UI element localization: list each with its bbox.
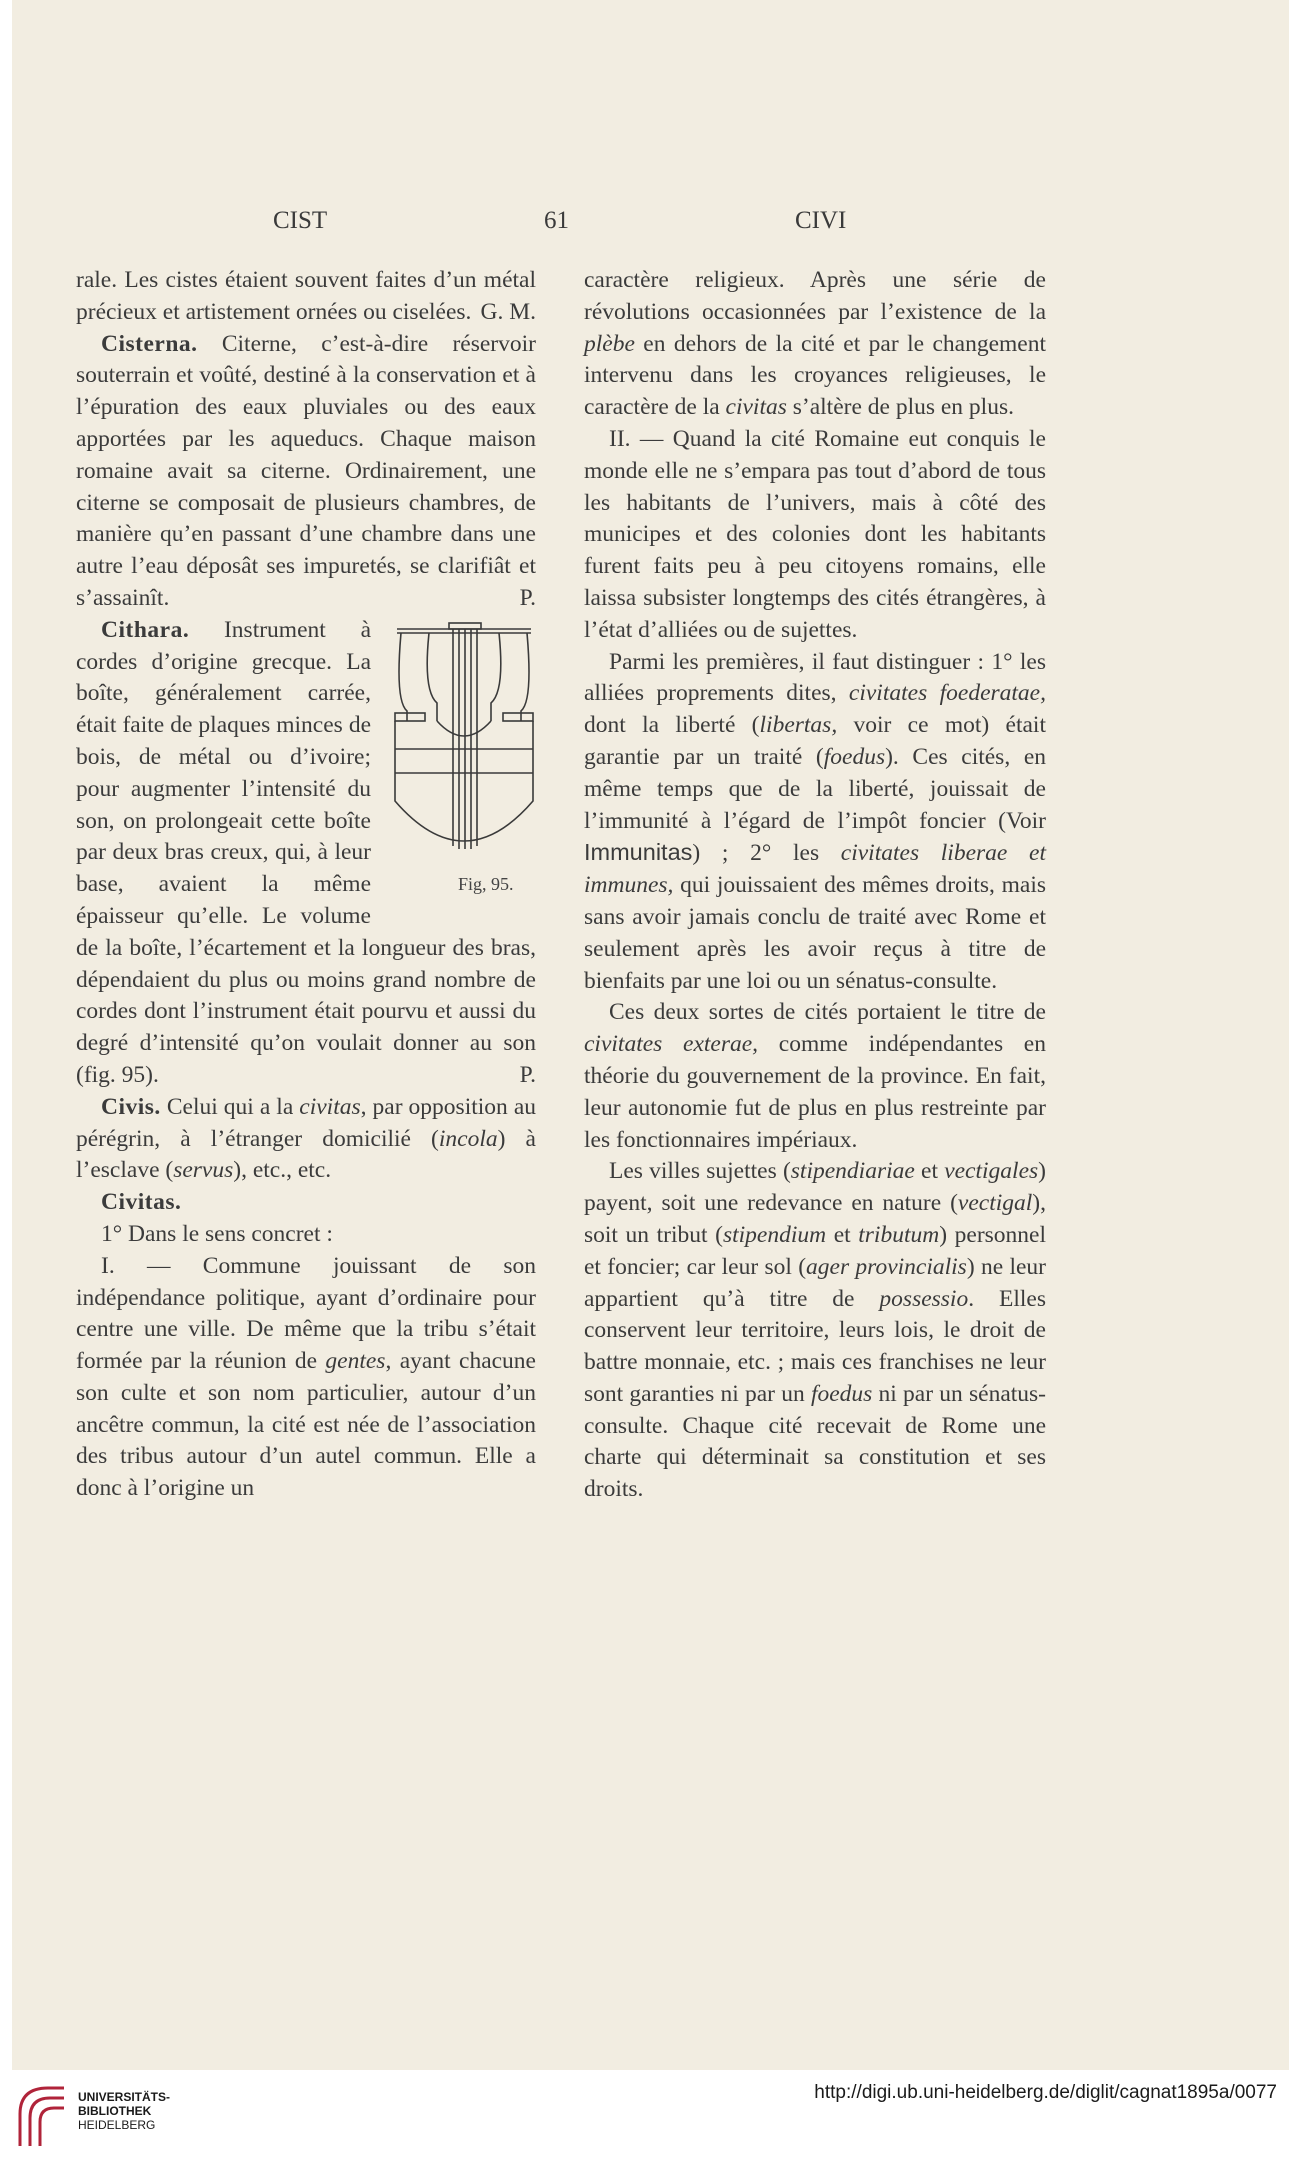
paragraph: caractère religieux. Après une série de révolutions occasionnées par l’existence de la plèbe en dehors de la cité et par le changement intervenu dans les croyances religieuses, le caractère de la civitas s’altère de plus en plus.: [584, 267, 1046, 421]
entry-cisterna: Cisterna. Citerne, c’est-à-dire réservoir souterrain et voûté, destiné à la conservation et à l’épuration des eaux pluviales ou des eaux apportées par les aqueducs. Chaque maison romaine avait sa citerne. Ordinairement, une citerne se composait de plusieurs chambres, de manière qu’en passant d’une chambre dans une autre l’eau déposât ses impuretés, se clarifiât et s’assainît. P.: [76, 329, 536, 615]
entry-term: Civitas.: [101, 1189, 182, 1216]
paragraph: Les villes sujettes (stipendiariae et vectigales) payent, soit une redevance en nature (vectigal), soit un tribut (stipendium et tributum) personnel et foncier; car leur sol (ager provincialis) ne leur appartient qu’à titre de possessio. Elles conservent leur territoire, leurs lois, le droit de battre monnaie, etc. ; mais ces franchises ne leur sont garanties ni par un foedus ni par un sénatus-consulte. Chaque cité recevait de Rome une charte qui déterminait sa constitution et ses droits.: [584, 1158, 1047, 1503]
figure-caption: Fig, 95.: [458, 873, 514, 894]
entry-term: Cisterna.: [101, 330, 198, 357]
paragraph: Parmi les premières, il faut distinguer : 1° les alliées proprements dites, civitates foederatae, dont la liberté (libertas, voir ce mot) était garantie par un traité (foedus). Ces cités, en même temps que de la liberté, jouissait de l’immunité à l’égard de l’impôt foncier (Voir Immunitas) ; 2° les civitates liberae et immunes, qui jouissaient des mêmes droits, mais sans avoir jamais conclu de traité avec Rome et seulement après les avoir reçus à titre de bienfaits par une loi ou un sénatus-consulte.: [584, 648, 1046, 994]
paragraph: I. — Commune jouissant de son indépendance politique, ayant d’ordinaire pour centre une ville. De même que la tribu s’était formée par la réunion de gentes, ayant chacune son culte et son nom particulier, autour d’un ancêtre commun, la cité est née de l’association des tribus autour d’un autel commun. Elle a donc à l’origine un: [76, 1252, 536, 1502]
right-column: [584, 265, 1046, 1506]
header-left: CIST: [273, 207, 328, 234]
paragraph: II. — Quand la cité Romaine eut conquis le monde elle ne s’empara pas tout d’abord de tous les habitants de l’univers, mais à côté des municipes et des colonies dont les habitants furent faits peu à peu citoyens romains, elle laissa subsister longtemps des cités étrangères, à l’état d’alliées ou de sujettes.: [584, 425, 1046, 643]
permalink-url[interactable]: http://digi.ub.uni-heidelberg.de/diglit/cagnat1895a/0077: [814, 2082, 1277, 2103]
figure-cithara: [389, 621, 539, 921]
library-logo-icon: [14, 2080, 70, 2152]
signature: G. M.: [480, 298, 536, 325]
left-column: [76, 265, 536, 1505]
entry-civis: Civis. Celui qui a la civitas, par opposition au pérégrin, à l’étranger domicilié (incola) à l’esclave (servus), etc., etc.: [76, 1093, 536, 1184]
running-header: [0, 207, 1289, 237]
entry-term: Cithara.: [101, 616, 190, 643]
paragraph: 1° Dans le sens concret :: [101, 1220, 333, 1247]
page-number: 61: [544, 207, 569, 234]
entry-term: Civis.: [101, 1093, 161, 1120]
paragraph: Ces deux sortes de cités portaient le titre de civitates exterae, comme indépendantes en théorie du gouvernement de la province. En fait, leur autonomie fut de plus en plus restreinte par les fonctionnaires impériaux.: [584, 999, 1046, 1153]
paragraph: rale. Les cistes étaient souvent faites d’un métal précieux et artistement ornées ou ciselées. G. M.: [76, 265, 536, 329]
entry-civitas: [76, 1187, 536, 1219]
signature: P.: [519, 1061, 536, 1088]
signature: P.: [519, 584, 536, 611]
library-name: UNIVERSITÄTS- BIBLIOTHEK HEIDELBERG: [78, 2090, 171, 2132]
cithara-illustration: [389, 621, 539, 881]
entry-cithara: Fig, 95. Cithara. Instrument à cordes d’origine grecque. La boîte, généralement carrée, était faite de plaques minces de bois, de métal ou d’ivoire; pour augmenter l’intensité du son, on prolongeait cette boîte par deux bras creux, qui, à leur base, avaient la même épaisseur qu’elle. Le volume de la boîte, l’écartement et la longueur des bras, dépendaient du plus ou moins grand nombre de cordes dont l’instrument était pourvu et aussi du degré d’intensité qu’on voulait donner au son (fig. 95). P.: [76, 615, 536, 1092]
cross-reference: Immunitas: [584, 839, 693, 866]
header-right: CIVI: [795, 207, 847, 234]
